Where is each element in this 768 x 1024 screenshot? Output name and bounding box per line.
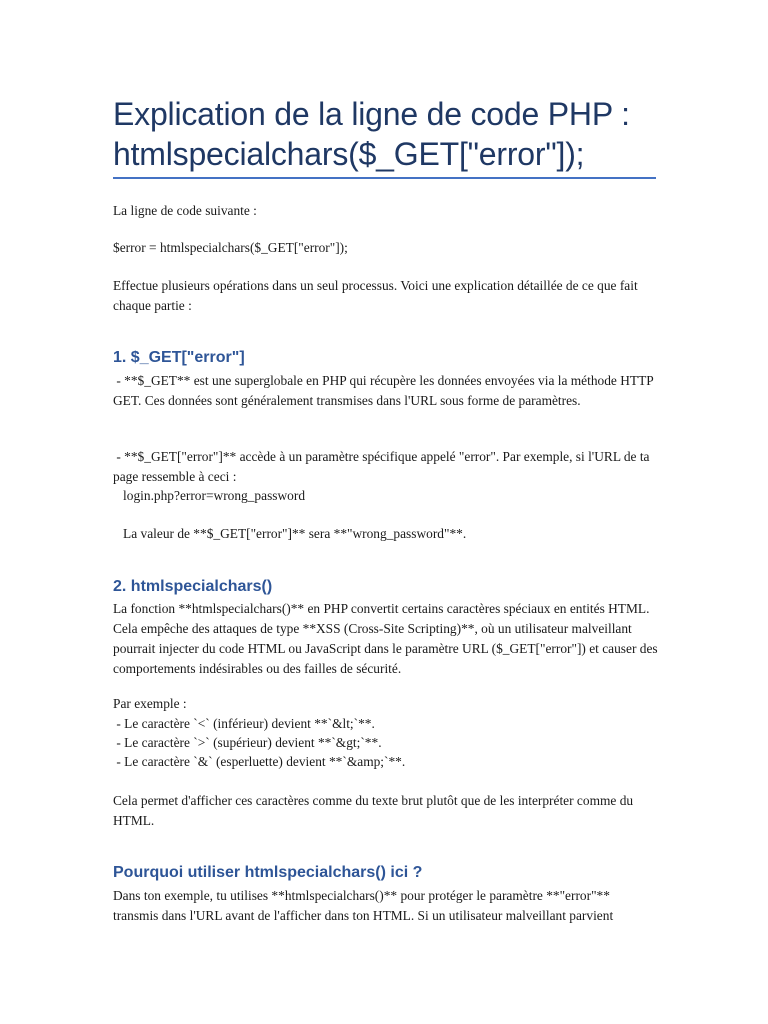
section2-bullet-3: - Le caractère `&` (esperluette) devient **`&amp;`**. — [113, 754, 406, 769]
section2-para1: La fonction **htmlspecialchars()** en PHP convertit certains caractères spéciaux en entités HTML. Cela empêche des attaques de type **XSS (Cross-Site Scripting)**, où un utilisateur malveillant pourrait injecter du code HTML ou JavaScript dans le paramètre URL ($_GET["error"]) et causer des comportements indésirables ou des failles de sécurité. — [113, 601, 661, 676]
document-page — [113, 0, 661, 923]
section2-bullet-1: - Le caractère `<` (inférieur) devient **`&lt;`**. — [113, 716, 375, 731]
section1-example-url: login.php?error=wrong_password — [113, 488, 306, 503]
title-underline — [113, 177, 656, 179]
section1-heading: 1. $_GET["error"] — [113, 349, 245, 366]
section1-value-line: La valeur de **$_GET["error"]** sera **"wrong_password"**. — [113, 526, 467, 541]
title-line-2: htmlspecialchars($_GET["error"]); — [113, 136, 585, 172]
section3-para1: Dans ton exemple, tu utilises **htmlspecialchars()** pour protéger le paramètre **"error"** transmis dans l'URL avant de l'afficher dans ton HTML. Si un utilisateur malveillant parvient — [113, 888, 614, 923]
section2-para2: Cela permet d'afficher ces caractères comme du texte brut plutôt que de les interpréter comme du HTML. — [113, 793, 637, 828]
section2-bullet-2: - Le caractère `>` (supérieur) devient **`&gt;`**. — [113, 735, 382, 750]
section2-example-label: Par exemple : — [113, 696, 187, 711]
document-title — [113, 0, 658, 174]
section1-para1: - **$_GET** est une superglobale en PHP qui récupère les données envoyées via la méthode HTTP GET. Ces données sont généralement transmises dans l'URL sous forme de paramètres. — [113, 373, 657, 408]
section1-para2: - **$_GET["error"]** accède à un paramètre spécifique appelé "error". Par exemple, si l'URL de ta page ressemble à ceci : — [113, 449, 653, 484]
section2-heading: 2. htmlspecialchars() — [113, 578, 273, 595]
intro2-paragraph: Effectue plusieurs opérations dans un seul processus. Voici une explication détaillée de ce que fait chaque partie : — [113, 278, 642, 313]
section3-heading: Pourquoi utiliser htmlspecialchars() ici ? — [113, 864, 423, 881]
code-line: $error = htmlspecialchars($_GET["error"]); — [113, 240, 348, 255]
title-line-1: Explication de la ligne de code PHP : — [113, 96, 630, 132]
intro-paragraph: La ligne de code suivante : — [113, 203, 257, 218]
